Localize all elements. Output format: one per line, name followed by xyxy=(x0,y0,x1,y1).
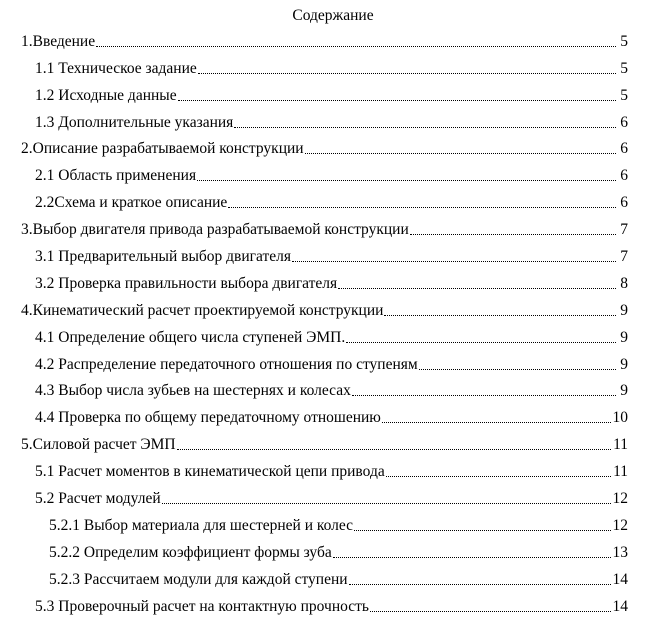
dot-leader xyxy=(349,584,611,585)
dot-leader xyxy=(292,261,616,262)
dot-leader xyxy=(370,611,611,612)
dot-leader xyxy=(382,422,611,423)
dot-leader xyxy=(234,127,616,128)
dot-leader xyxy=(346,342,616,343)
toc-entry-title: 2.Описание разрабатываемой конструкции xyxy=(21,140,304,158)
dot-leader xyxy=(305,153,616,154)
toc-entry-page-number: 6 xyxy=(620,194,628,212)
toc-entry-title: 3.2 Проверка правильности выбора двигателя xyxy=(35,274,338,292)
toc-entry[interactable] xyxy=(0,107,666,134)
dot-leader xyxy=(177,449,611,450)
dot-leader xyxy=(354,530,610,531)
toc-entry[interactable] xyxy=(0,295,666,322)
toc-entry-title: 5.2.1 Выбор материала для шестерней и колес xyxy=(49,516,354,534)
dot-leader xyxy=(410,234,616,235)
toc-entry-page-number: 14 xyxy=(612,597,628,615)
toc-entry[interactable] xyxy=(0,134,666,161)
toc-entry-title: 5.3 Проверочный расчет на контактную прочность xyxy=(35,597,369,615)
dot-leader xyxy=(384,315,616,316)
toc-title: Содержание xyxy=(292,7,374,24)
toc-entry[interactable] xyxy=(0,510,666,537)
toc-entry-title: 3.Выбор двигателя привода разрабатываемой конструкции xyxy=(21,221,409,239)
toc-entry-title: 1.2 Исходные данные xyxy=(35,86,177,104)
dot-leader xyxy=(338,288,616,289)
toc-entry-page-number: 9 xyxy=(620,328,628,346)
toc-entry[interactable] xyxy=(0,537,666,564)
toc-entry-page-number: 10 xyxy=(612,409,628,427)
dot-leader xyxy=(419,369,616,370)
toc-entry-page-number: 6 xyxy=(620,167,628,185)
toc-entry[interactable] xyxy=(0,26,666,53)
dot-leader xyxy=(352,395,616,396)
toc-entry[interactable] xyxy=(0,483,666,510)
toc-entry-title: 4.Кинематический расчет проектируемой конструкции xyxy=(21,301,384,319)
toc-entry[interactable] xyxy=(0,187,666,214)
toc-entry[interactable] xyxy=(0,591,666,618)
toc-entry-title: 4.3 Выбор числа зубьев на шестернях и колесах xyxy=(35,382,351,400)
table-of-contents xyxy=(0,26,666,618)
toc-entry-title: 2.1 Область применения xyxy=(35,167,197,185)
toc-entry-page-number: 9 xyxy=(620,301,628,319)
toc-entry-page-number: 11 xyxy=(613,436,628,454)
toc-entry-page-number: 12 xyxy=(612,516,628,534)
toc-entry-title: 1.3 Дополнительные указания xyxy=(35,113,234,131)
toc-entry-title: 3.1 Предварительный выбор двигателя xyxy=(35,248,291,266)
dot-leader xyxy=(197,180,616,181)
dot-leader xyxy=(386,476,611,477)
toc-entry[interactable] xyxy=(0,564,666,591)
toc-entry-title: 5.Силовой расчет ЭМП xyxy=(21,436,176,454)
toc-entry-page-number: 5 xyxy=(620,32,628,50)
toc-entry-title: 5.1 Расчет моментов в кинематической цепи привода xyxy=(35,463,385,481)
dot-leader xyxy=(228,207,616,208)
toc-entry-page-number: 5 xyxy=(620,86,628,104)
dot-leader xyxy=(333,557,611,558)
toc-entry-page-number: 12 xyxy=(612,490,628,508)
toc-entry-page-number: 6 xyxy=(620,140,628,158)
toc-entry[interactable] xyxy=(0,241,666,268)
toc-entry-title: 4.1 Определение общего числа ступеней ЭМП. xyxy=(35,328,346,346)
dot-leader xyxy=(198,73,616,74)
toc-entry-title: 4.2 Распределение передаточного отношения по ступеням xyxy=(35,355,418,373)
toc-entry[interactable] xyxy=(0,429,666,456)
toc-entry-page-number: 9 xyxy=(620,355,628,373)
dot-leader xyxy=(178,100,616,101)
toc-entry-page-number: 11 xyxy=(613,463,628,481)
toc-entry-page-number: 9 xyxy=(620,382,628,400)
toc-entry[interactable] xyxy=(0,376,666,403)
toc-entry-title: 5.2.2 Определим коэффициент формы зуба xyxy=(49,543,332,561)
toc-entry[interactable] xyxy=(0,322,666,349)
toc-entry-page-number: 6 xyxy=(620,113,628,131)
toc-entry[interactable] xyxy=(0,214,666,241)
toc-entry-page-number: 13 xyxy=(612,543,628,561)
dot-leader xyxy=(96,46,616,47)
toc-entry-page-number: 7 xyxy=(620,221,628,239)
toc-entry-page-number: 5 xyxy=(620,59,628,77)
toc-entry[interactable] xyxy=(0,160,666,187)
toc-entry[interactable] xyxy=(0,80,666,107)
toc-entry[interactable] xyxy=(0,268,666,295)
toc-entry[interactable] xyxy=(0,349,666,376)
toc-entry-title: 2.2Схема и краткое описание xyxy=(35,194,228,212)
dot-leader xyxy=(162,503,611,504)
toc-entry[interactable] xyxy=(0,456,666,483)
toc-entry-title: 5.2 Расчет модулей xyxy=(35,490,161,508)
toc-entry-title: 4.4 Проверка по общему передаточному отношению xyxy=(35,409,381,427)
toc-entry-page-number: 7 xyxy=(620,248,628,266)
toc-entry[interactable] xyxy=(0,402,666,429)
toc-entry[interactable] xyxy=(0,53,666,80)
toc-entry-title: 5.2.3 Рассчитаем модули для каждой ступени xyxy=(49,570,348,588)
toc-entry-title: 1.Введение xyxy=(21,32,96,50)
toc-entry-page-number: 14 xyxy=(612,570,628,588)
toc-entry-page-number: 8 xyxy=(620,274,628,292)
toc-entry-title: 1.1 Техническое задание xyxy=(35,59,197,77)
